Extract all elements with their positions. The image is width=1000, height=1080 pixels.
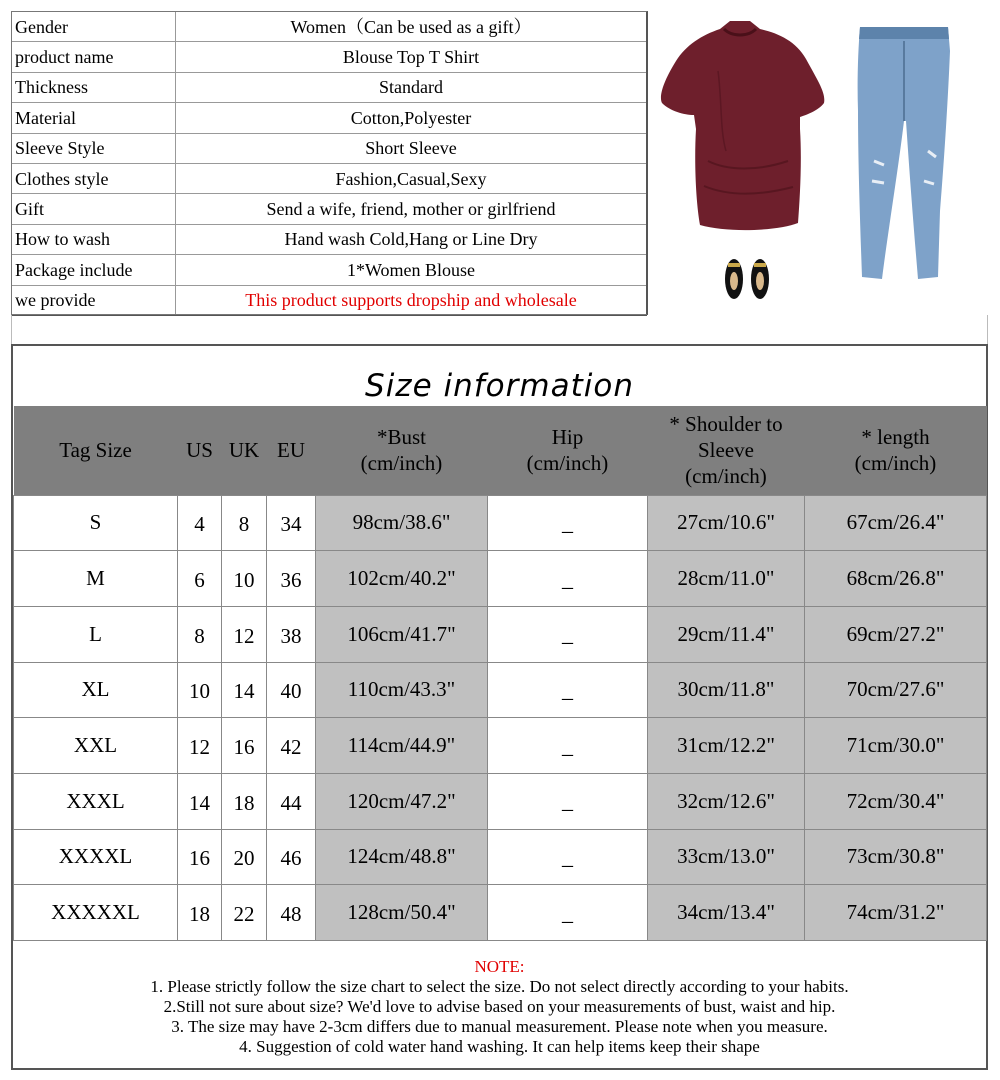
col-header-length: * length (cm/inch)	[805, 406, 987, 495]
spec-value: 1*Women Blouse	[176, 255, 647, 285]
spec-key: Material	[12, 103, 176, 133]
product-photo	[648, 11, 988, 315]
col-header-bust: *Bust (cm/inch)	[316, 406, 488, 495]
size-cell-hip: _	[488, 885, 648, 941]
size-cell-length: 73cm/30.8"	[805, 829, 987, 885]
size-cell-length: 67cm/26.4"	[805, 495, 987, 551]
size-cell-us: 4	[178, 495, 222, 551]
size-cell-tag: M	[14, 551, 178, 607]
size-row	[14, 606, 987, 662]
size-cell-us: 8	[178, 606, 222, 662]
spec-key: product name	[12, 42, 176, 72]
spec-row	[12, 194, 647, 224]
note-item: 3. The size may have 2-3cm differs due to manual measurement. Please note when you measure.	[171, 1017, 828, 1036]
size-cell-shoulder: 27cm/10.6"	[648, 495, 805, 551]
size-cell-uk: 8	[222, 495, 267, 551]
size-cell-us: 10	[178, 662, 222, 718]
size-cell-tag: XXXXXL	[14, 885, 178, 941]
spec-key: Gender	[12, 12, 176, 42]
size-cell-uk: 22	[222, 885, 267, 941]
size-cell-eu: 46	[267, 829, 316, 885]
spec-value: Blouse Top T Shirt	[176, 42, 647, 72]
size-cell-shoulder: 33cm/13.0"	[648, 829, 805, 885]
size-cell-bust: 110cm/43.3"	[316, 662, 488, 718]
spec-key: Clothes style	[12, 163, 176, 193]
size-cell-us: 14	[178, 773, 222, 829]
spec-row	[12, 255, 647, 285]
size-chart	[11, 344, 988, 1070]
size-cell-bust: 98cm/38.6"	[316, 495, 488, 551]
spec-key: Sleeve Style	[12, 133, 176, 163]
spec-value: Standard	[176, 72, 647, 102]
spec-value: Cotton,Polyester	[176, 103, 647, 133]
size-cell-bust: 128cm/50.4"	[316, 885, 488, 941]
size-cell-bust: 106cm/41.7"	[316, 606, 488, 662]
size-cell-tag: L	[14, 606, 178, 662]
size-table-header	[14, 406, 987, 495]
spec-key: Package include	[12, 255, 176, 285]
spec-key: Thickness	[12, 72, 176, 102]
size-cell-bust: 114cm/44.9"	[316, 718, 488, 774]
spec-value: Short Sleeve	[176, 133, 647, 163]
spec-key: Gift	[12, 194, 176, 224]
size-row	[14, 551, 987, 607]
size-cell-shoulder: 29cm/11.4"	[648, 606, 805, 662]
spec-value: Women（Can be used as a gift）	[176, 12, 647, 42]
notes-section	[13, 940, 986, 1068]
size-cell-length: 72cm/30.4"	[805, 773, 987, 829]
spec-value: Hand wash Cold,Hang or Line Dry	[176, 224, 647, 254]
notes-title: NOTE:	[474, 957, 525, 976]
spec-row	[12, 42, 647, 72]
size-row	[14, 829, 987, 885]
size-cell-hip: _	[488, 773, 648, 829]
size-cell-length: 69cm/27.2"	[805, 606, 987, 662]
spacer-band	[11, 315, 988, 344]
size-cell-uk: 14	[222, 662, 267, 718]
spec-row	[12, 285, 647, 315]
col-header-tag: Tag Size	[14, 406, 178, 495]
size-row	[14, 718, 987, 774]
note-item: 1. Please strictly follow the size chart to select the size. Do not select directly according to your habits.	[150, 977, 849, 996]
size-cell-eu: 44	[267, 773, 316, 829]
size-cell-us: 6	[178, 551, 222, 607]
size-cell-uk: 16	[222, 718, 267, 774]
col-header-uk: UK	[222, 406, 267, 495]
size-cell-tag: XXL	[14, 718, 178, 774]
size-cell-us: 16	[178, 829, 222, 885]
sandals-illustration	[725, 259, 769, 299]
note-item: 4. Suggestion of cold water hand washing. It can help items keep their shape	[239, 1037, 760, 1056]
col-header-us: US	[178, 406, 222, 495]
size-cell-tag: XXXXL	[14, 829, 178, 885]
size-cell-uk: 12	[222, 606, 267, 662]
size-cell-eu: 48	[267, 885, 316, 941]
size-cell-hip: _	[488, 606, 648, 662]
spec-row	[12, 224, 647, 254]
size-cell-tag: S	[14, 495, 178, 551]
size-cell-hip: _	[488, 551, 648, 607]
size-cell-tag: XL	[14, 662, 178, 718]
size-cell-eu: 34	[267, 495, 316, 551]
blouse-illustration	[661, 21, 824, 230]
size-row	[14, 662, 987, 718]
size-cell-hip: _	[488, 718, 648, 774]
size-cell-uk: 20	[222, 829, 267, 885]
spec-row	[12, 12, 647, 42]
size-cell-shoulder: 28cm/11.0"	[648, 551, 805, 607]
size-cell-hip: _	[488, 662, 648, 718]
size-row	[14, 885, 987, 941]
col-header-hip: Hip (cm/inch)	[488, 406, 648, 495]
size-row	[14, 495, 987, 551]
size-cell-hip: _	[488, 829, 648, 885]
size-cell-shoulder: 34cm/13.4"	[648, 885, 805, 941]
size-cell-us: 12	[178, 718, 222, 774]
col-header-eu: EU	[267, 406, 316, 495]
size-cell-length: 71cm/30.0"	[805, 718, 987, 774]
spec-value: Send a wife, friend, mother or girlfriend	[176, 194, 647, 224]
size-cell-eu: 36	[267, 551, 316, 607]
size-cell-uk: 10	[222, 551, 267, 607]
col-header-shoulder: * Shoulder to Sleeve (cm/inch)	[648, 406, 805, 495]
size-cell-shoulder: 31cm/12.2"	[648, 718, 805, 774]
size-cell-eu: 38	[267, 606, 316, 662]
size-cell-shoulder: 32cm/12.6"	[648, 773, 805, 829]
size-cell-length: 74cm/31.2"	[805, 885, 987, 941]
size-cell-bust: 102cm/40.2"	[316, 551, 488, 607]
size-cell-us: 18	[178, 885, 222, 941]
spec-row	[12, 103, 647, 133]
size-cell-shoulder: 30cm/11.8"	[648, 662, 805, 718]
size-cell-length: 70cm/27.6"	[805, 662, 987, 718]
spec-row	[12, 72, 647, 102]
jeans-illustration	[858, 27, 950, 279]
size-table	[13, 406, 987, 941]
size-cell-eu: 42	[267, 718, 316, 774]
spec-key: we provide	[12, 285, 176, 315]
spec-value: Fashion,Casual,Sexy	[176, 163, 647, 193]
spec-row	[12, 163, 647, 193]
size-row	[14, 773, 987, 829]
size-cell-length: 68cm/26.8"	[805, 551, 987, 607]
size-cell-uk: 18	[222, 773, 267, 829]
size-cell-bust: 120cm/47.2"	[316, 773, 488, 829]
size-cell-bust: 124cm/48.8"	[316, 829, 488, 885]
spec-table	[11, 11, 647, 316]
size-cell-hip: _	[488, 495, 648, 551]
spec-value: This product supports dropship and wholesale	[176, 285, 647, 315]
size-cell-tag: XXXL	[14, 773, 178, 829]
size-chart-title: Size information	[365, 368, 634, 404]
spec-row	[12, 133, 647, 163]
size-cell-eu: 40	[267, 662, 316, 718]
spec-key: How to wash	[12, 224, 176, 254]
note-item: 2.Still not sure about size? We'd love to advise based on your measurements of bust, waist and hip.	[163, 997, 836, 1016]
